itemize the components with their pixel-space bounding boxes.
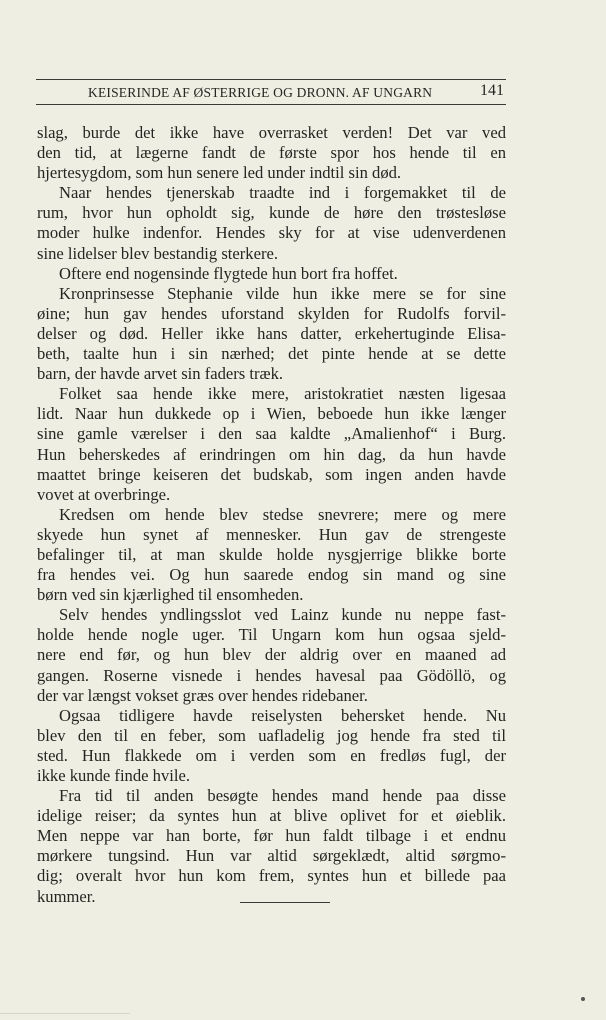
text-line: Selv hendes yndlingsslot ved Lainz kunde nu neppe fast- (59, 605, 506, 625)
text-line: fra hendes vei. Og hun saarede endog sin mand og sine (37, 565, 506, 585)
text-line: moder hulke indenfor. Hendes sky for at vise udenverdenen (37, 223, 506, 243)
header-bottom-rule (36, 104, 506, 105)
text-line: øine; hun gav hendes uforstand skylden for Rudolfs forvil- (37, 303, 506, 323)
running-title: KEISERINDE AF ØSTERRIGE OG DRONN. AF UNGARN (88, 85, 433, 100)
page-number: 141 (480, 82, 504, 99)
text-line: Naar hendes tjenerskab traadte ind i forgemakket til de (59, 183, 506, 203)
text-line: sted. Hun flakkede om i verden som en fredløs fugl, der (37, 745, 506, 765)
chapter-end-rule (240, 902, 330, 903)
text-line: idelige reiser; da syntes hun at blive oplivet for et øieblik. (37, 806, 506, 826)
text-line: børn ved sin kjærlighed til ensomheden. (37, 585, 304, 605)
text-line: beth, taalte hun i sin nærhed; det pinte hende at se dette (37, 344, 506, 364)
text-line: sine lidelser blev bestandig sterkere. (37, 243, 278, 263)
text-line: Kredsen om hende blev stedse snevrere; mere og mere (59, 504, 506, 524)
text-line: slag, burde det ikke have overrasket verden! Det var ved (37, 123, 506, 142)
text-line: gangen. Roserne visnede i hendes havesal paa Gödöllö, og (37, 665, 506, 685)
text-line: Folket saa hende ikke mere, aristokratiet næsten ligesaa (59, 384, 506, 404)
text-line: skyede hun synet af mennesker. Hun gav de strengeste (37, 524, 506, 544)
page-edge-mark (0, 1013, 130, 1014)
text-line: hjertesygdom, som hun senere led under indtil sin død. (37, 163, 402, 183)
text-line: Men neppe var han borte, før hun faldt tilbage i et endnu (37, 826, 506, 846)
text-line: delser og død. Heller ikke hans datter, erkehertuginde Elisa- (37, 323, 506, 343)
text-line: holde hende nogle uger. Til Ungarn kom hun ogsaa sjeld- (37, 625, 506, 645)
running-header (36, 82, 506, 102)
text-line: Hun beherskedes af erindringen om hin dag, da hun havde (37, 444, 506, 464)
text-line: vovet at overbringe. (37, 484, 171, 504)
text-line: den tid, at lægerne fandt de første spor hos hende til en (37, 143, 506, 163)
text-line: dig; overalt hvor hun kom frem, syntes hun et billede paa (37, 866, 506, 886)
text-line: sine gamle værelser i den saa kaldte „Amalienhof“ i Burg. (37, 424, 506, 444)
text-line: Oftere end nogensinde flygtede hun bort fra hoffet. (59, 263, 398, 283)
text-line: nere end før, og hun blev der aldrig over en maaned ad (37, 645, 506, 665)
text-line: befalinger til, at man skulde holde nysgjerrige blikke borte (37, 544, 506, 564)
text-line: Kronprinsesse Stephanie vilde hun ikke mere se for sine (59, 283, 506, 303)
text-line: blev den til en feber, som uafladelig jog hende fra sted til (37, 725, 506, 745)
paper-speck (581, 997, 585, 1001)
body-text (37, 123, 506, 907)
text-line: maattet bringe keiseren det budskab, som ingen anden havde (37, 464, 506, 484)
header-top-rule (36, 79, 506, 80)
text-line: kummer. (37, 886, 96, 906)
text-line: mørkere tungsind. Hun var altid sørgeklædt, altid sørgmo- (37, 846, 506, 866)
text-line: Ogsaa tidligere havde reiselysten behersket hende. Nu (59, 705, 506, 725)
text-line: lidt. Naar hun dukkede op i Wien, beboede hun ikke længer (37, 404, 506, 424)
text-line: barn, der havde arvet sin faders træk. (37, 364, 284, 384)
text-line: der var længst vokset græs over hendes ridebaner. (37, 685, 368, 705)
text-line: rum, hvor hun opholdt sig, kunde de høre den trøstesløse (37, 203, 506, 223)
text-line: ikke kunde finde hvile. (37, 766, 190, 785)
text-line: Fra tid til anden besøgte hendes mand hende paa disse (59, 786, 506, 806)
